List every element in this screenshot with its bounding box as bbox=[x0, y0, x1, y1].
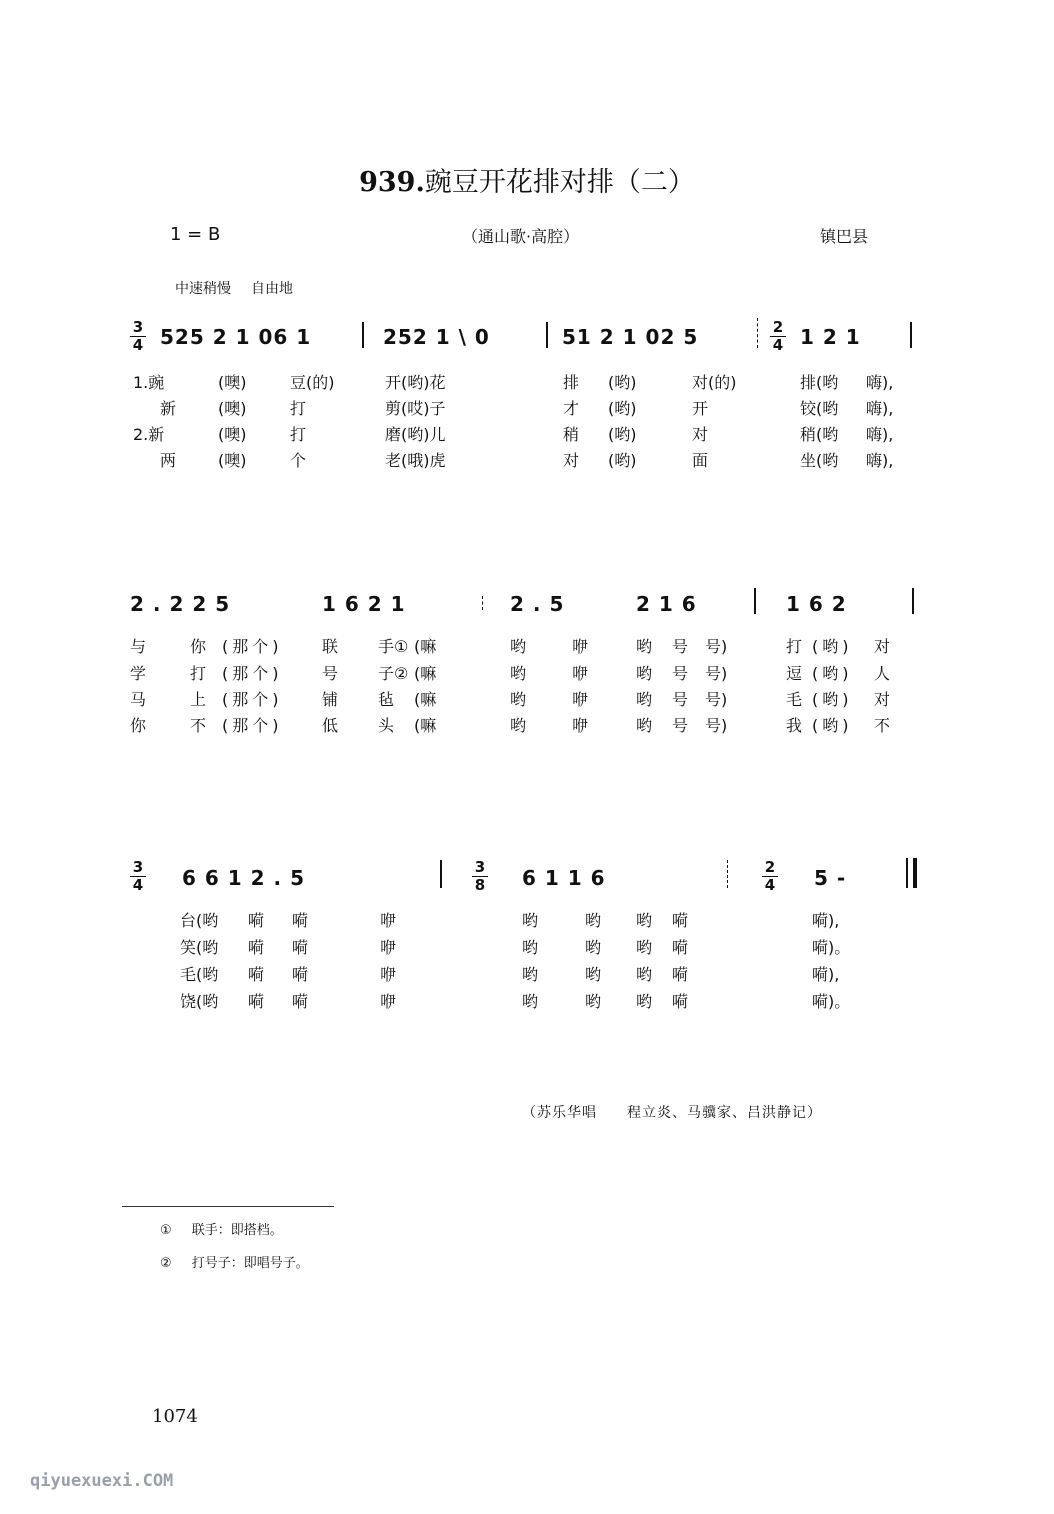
lyric: 嗬 bbox=[672, 965, 689, 984]
lyric: 嗬 bbox=[672, 992, 689, 1011]
lyric: (哟) bbox=[608, 451, 637, 470]
lyric: 打 bbox=[190, 664, 207, 683]
measure: 5 - bbox=[814, 866, 847, 890]
tempo-speed: 中速稍慢 bbox=[175, 281, 231, 297]
lyric: 你 bbox=[190, 637, 207, 656]
time-signature: 2 4 bbox=[770, 320, 786, 353]
measure: 252 1 \ 0 bbox=[383, 325, 490, 349]
lyric: 哟 bbox=[510, 690, 527, 709]
lyric: 磨(哟)儿 bbox=[385, 425, 446, 444]
lyric: 号 bbox=[672, 637, 689, 656]
lyric: (嘛 bbox=[414, 716, 437, 735]
lyric: (噢) bbox=[218, 451, 247, 470]
lyric: 嗬 bbox=[672, 938, 689, 957]
lyric: 咿 bbox=[380, 965, 397, 984]
final-barline bbox=[913, 858, 917, 888]
lyric: 嗬 bbox=[292, 911, 309, 930]
lyric: 与 bbox=[130, 637, 147, 656]
lyric: (那个) bbox=[222, 716, 283, 735]
lyric: 咿 bbox=[380, 992, 397, 1011]
lyric: 坐(哟 bbox=[800, 451, 839, 470]
lyric: 哟 bbox=[636, 911, 653, 930]
lyric: 哟 bbox=[585, 965, 602, 984]
measure: 6 6 1 2 . 5 bbox=[182, 866, 305, 890]
lyric: 哟 bbox=[522, 992, 539, 1011]
lyric: (嘛 bbox=[414, 637, 437, 656]
barline-dashed bbox=[757, 318, 760, 348]
lyric: 对 bbox=[874, 637, 891, 656]
lyric: (噢) bbox=[218, 425, 247, 444]
lyric: 哟 bbox=[636, 716, 653, 735]
lyric: 哟 bbox=[585, 911, 602, 930]
song-number: 939. bbox=[359, 167, 425, 198]
song-title bbox=[0, 160, 1054, 199]
lyric: 哟 bbox=[636, 690, 653, 709]
measure: 2 1 6 bbox=[636, 592, 697, 616]
footnote-text: 打号子：即唱号子。 bbox=[191, 1256, 309, 1271]
region-label: 镇巴县 bbox=[820, 227, 869, 246]
footnote-text: 联手：即搭档。 bbox=[191, 1223, 283, 1238]
lyric: 人 bbox=[874, 664, 891, 683]
lyric: 我 bbox=[786, 716, 803, 735]
lyric: 哟 bbox=[510, 664, 527, 683]
lyric: 台(哟 bbox=[180, 911, 219, 930]
lyric: 不 bbox=[190, 716, 207, 735]
lyric: 号 bbox=[322, 664, 339, 683]
lyric: 哟 bbox=[636, 992, 653, 1011]
lyric: 开(哟)花 bbox=[385, 373, 446, 392]
footnote-2 bbox=[160, 1252, 309, 1271]
song-name: 豌豆开花排对排（二） bbox=[424, 167, 695, 198]
page-number: 1074 bbox=[152, 1406, 198, 1427]
lyric: 稍 bbox=[563, 425, 580, 444]
lyric: 毛(哟 bbox=[180, 965, 219, 984]
lyric: 咿 bbox=[572, 716, 589, 735]
lyric: 老(哦)虎 bbox=[385, 451, 446, 470]
lyric: 哟 bbox=[636, 938, 653, 957]
lyric: (嘛 bbox=[414, 690, 437, 709]
lyric: (哟) bbox=[812, 637, 853, 656]
lyric: 对(的) bbox=[692, 373, 737, 392]
lyric: 嗬 bbox=[292, 938, 309, 957]
lyric: 马 bbox=[130, 690, 147, 709]
lyric: 嗨), bbox=[866, 399, 894, 418]
lyric: 铰(哟 bbox=[800, 399, 839, 418]
lyric: 子② bbox=[378, 664, 409, 683]
measure: 6 1 1 6 bbox=[522, 866, 606, 890]
measure: 2 . 2 2 5 bbox=[130, 592, 231, 616]
lyric: 嗬), bbox=[812, 911, 840, 930]
lyric: (嘛 bbox=[414, 664, 437, 683]
lyric: 嗬 bbox=[248, 992, 265, 1011]
lyric: 咿 bbox=[572, 664, 589, 683]
lyric: 联 bbox=[322, 637, 339, 656]
lyric: 排 bbox=[563, 373, 580, 392]
measure: 525 2 1 06 1 bbox=[160, 325, 312, 349]
lyric: 哟 bbox=[585, 992, 602, 1011]
lyric: 嗬 bbox=[248, 911, 265, 930]
lyric: 哟 bbox=[522, 965, 539, 984]
lyric: 2.新 bbox=[133, 425, 165, 444]
lyric: 对 bbox=[874, 690, 891, 709]
lyric: 新 bbox=[160, 399, 177, 418]
measure: 1 2 1 bbox=[800, 325, 861, 349]
lyric: 号 bbox=[672, 690, 689, 709]
lyric: 嗨), bbox=[866, 425, 894, 444]
lyric: (那个) bbox=[222, 690, 283, 709]
lyric: 饶(哟 bbox=[180, 992, 219, 1011]
time-signature: 3 8 bbox=[472, 860, 488, 893]
lyric: 学 bbox=[130, 664, 147, 683]
lyric: 咿 bbox=[572, 690, 589, 709]
barline bbox=[362, 322, 364, 348]
footnote-mark: ① bbox=[160, 1223, 172, 1238]
lyric: 号 bbox=[672, 664, 689, 683]
footnote-1 bbox=[160, 1219, 283, 1238]
lyric: 打 bbox=[290, 425, 307, 444]
footnote-mark: ② bbox=[160, 1256, 172, 1271]
barline-dashed bbox=[482, 596, 485, 610]
lyric: 哟 bbox=[510, 637, 527, 656]
lyric: (哟) bbox=[608, 399, 637, 418]
lyric: 豆(的) bbox=[290, 373, 335, 392]
lyric: (那个) bbox=[222, 637, 283, 656]
watermark-text: qiyuexuexi.COM bbox=[30, 1471, 174, 1491]
barline bbox=[912, 588, 914, 614]
time-signature: 2 4 bbox=[762, 860, 778, 893]
lyric: 咿 bbox=[572, 637, 589, 656]
lyric: 嗬 bbox=[292, 965, 309, 984]
lyric: 咿 bbox=[380, 911, 397, 930]
tempo-style: 自由地 bbox=[251, 281, 293, 297]
lyric: 面 bbox=[692, 451, 709, 470]
lyric: 号) bbox=[705, 664, 728, 683]
lyric: 对 bbox=[692, 425, 709, 444]
lyric: 号) bbox=[705, 716, 728, 735]
lyric: 嗬), bbox=[812, 965, 840, 984]
lyric: 嗬 bbox=[248, 938, 265, 957]
barline bbox=[440, 860, 442, 888]
lyric: 逗 bbox=[786, 664, 803, 683]
lyric: 打 bbox=[786, 637, 803, 656]
time-signature: 3 4 bbox=[130, 860, 146, 893]
barline-dashed bbox=[727, 860, 730, 888]
lyric: (噢) bbox=[218, 399, 247, 418]
lyric: (哟) bbox=[812, 664, 853, 683]
lyric: (噢) bbox=[218, 373, 247, 392]
lyric: 嗬 bbox=[292, 992, 309, 1011]
barline bbox=[910, 322, 912, 348]
measure: 2 . 5 bbox=[510, 592, 565, 616]
lyric: (哟) bbox=[608, 373, 637, 392]
lyric: 两 bbox=[160, 451, 177, 470]
lyric: 不 bbox=[874, 716, 891, 735]
time-signature: 3 4 bbox=[130, 320, 146, 353]
measure: 51 2 1 02 5 bbox=[562, 325, 699, 349]
lyric: 才 bbox=[563, 399, 580, 418]
lyric: 稍(哟 bbox=[800, 425, 839, 444]
lyric: 剪(哎)子 bbox=[385, 399, 446, 418]
lyric: 嗬 bbox=[248, 965, 265, 984]
lyric: 哟 bbox=[585, 938, 602, 957]
barline bbox=[906, 858, 908, 888]
lyric: 个 bbox=[290, 451, 307, 470]
lyric: 开 bbox=[692, 399, 709, 418]
footnote-divider bbox=[122, 1206, 334, 1207]
lyric: 嗬 bbox=[672, 911, 689, 930]
lyric: 咿 bbox=[380, 938, 397, 957]
lyric: 1.豌 bbox=[133, 373, 165, 392]
lyric: 嗨), bbox=[866, 373, 894, 392]
lyric: 号) bbox=[705, 637, 728, 656]
lyric: 哟 bbox=[636, 965, 653, 984]
lyric: 号 bbox=[672, 716, 689, 735]
lyric: 哟 bbox=[522, 911, 539, 930]
lyric: 哟 bbox=[522, 938, 539, 957]
lyric: 哟 bbox=[510, 716, 527, 735]
lyric: 上 bbox=[190, 690, 207, 709]
lyric: 毡 bbox=[378, 690, 395, 709]
lyric: 对 bbox=[563, 451, 580, 470]
lyric: 嗬)。 bbox=[812, 938, 851, 957]
lyric: 排(哟 bbox=[800, 373, 839, 392]
lyric: (那个) bbox=[222, 664, 283, 683]
lyric: 手① bbox=[378, 637, 409, 656]
lyric: 嗨), bbox=[866, 451, 894, 470]
lyric: 笑(哟 bbox=[180, 938, 219, 957]
barline bbox=[754, 588, 756, 614]
measure: 1 6 2 bbox=[786, 592, 847, 616]
lyric: 毛 bbox=[786, 690, 803, 709]
lyric: (哟) bbox=[812, 716, 853, 735]
lyric: 低 bbox=[322, 716, 339, 735]
lyric: 哟 bbox=[636, 664, 653, 683]
genre-label: （通山歌·高腔） bbox=[462, 227, 580, 246]
lyric: (哟) bbox=[608, 425, 637, 444]
barline bbox=[546, 322, 548, 348]
lyric: 铺 bbox=[322, 690, 339, 709]
lyric: (哟) bbox=[812, 690, 853, 709]
lyric: 哟 bbox=[636, 637, 653, 656]
measure: 1 6 2 1 bbox=[322, 592, 406, 616]
lyric: 嗬)。 bbox=[812, 992, 851, 1011]
lyric: 头 bbox=[378, 716, 395, 735]
credit-line: （苏乐华唱 程立炎、马骥家、吕洪静记） bbox=[522, 1105, 822, 1121]
key-signature: 1 = B bbox=[170, 224, 221, 245]
lyric: 你 bbox=[130, 716, 147, 735]
lyric: 打 bbox=[290, 399, 307, 418]
lyric: 号) bbox=[705, 690, 728, 709]
